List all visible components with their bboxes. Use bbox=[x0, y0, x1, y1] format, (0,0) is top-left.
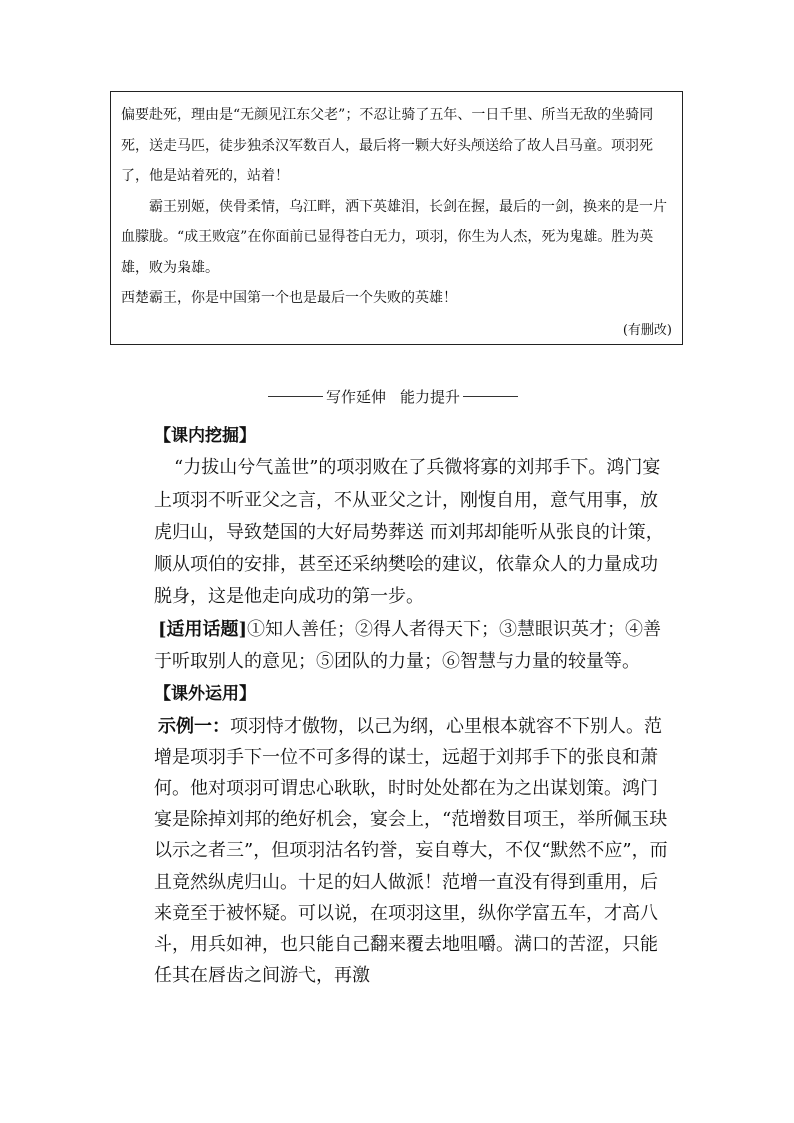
section-heading-extracurricular: 【课外运用】 bbox=[154, 684, 256, 705]
essay-paragraph-3: 西楚霸王，你是中国第一个也是最后一个失败的英雄！ bbox=[121, 290, 457, 306]
divider-rule-left bbox=[268, 396, 323, 397]
applicable-topics bbox=[154, 614, 674, 679]
divider-rule-right bbox=[463, 396, 518, 397]
example-one-paragraph bbox=[154, 711, 674, 992]
section-divider bbox=[268, 386, 518, 407]
quoted-essay-box bbox=[110, 91, 683, 345]
essay-paragraph-2: 霸王别姬，侠骨柔情，乌江畔，洒下英雄泪，长剑在握，最后的一剑，换来的是一片血朦胧。“成王败寇”在你面前已显得苍白无力，项羽，你生为人杰，死为鬼雄。胜为英雄，败为枭雄。 bbox=[121, 198, 667, 276]
divider-title bbox=[323, 386, 463, 407]
divider-title-left: 写作延伸 bbox=[325, 388, 386, 406]
in-class-paragraph: “力拔山兮气盖世”的项羽败在了兵微将寡的刘邦手下。鸿门宴上项羽不听亚父之言，不从亚父之计，刚愎自用，意气用事，放虎归山，导致楚国的大好局势葬送 而刘邦却能听从张良的计策，顺从项伯的安排，甚至还采纳樊哙的建议，依靠众人的力量成功脱身，这是他走向成功的第一步。 bbox=[154, 457, 664, 608]
topics-text: ①知人善任；②得人者得天下；③慧眼识英才；④善于听取别人的意见；⑤团队的力量；⑥智慧与力量的较量等。 bbox=[154, 618, 662, 673]
topics-label: [适用话题] bbox=[158, 618, 248, 640]
source-note: (有删改) bbox=[622, 322, 672, 338]
example-label: 示例一： bbox=[158, 715, 230, 737]
section-heading-in-class: 【课内挖掘】 bbox=[154, 426, 256, 446]
essay-paragraph-1: 偏要赴死，理由是“无颜见江东父老”；不忍让骑了五年、一日千里、所当无敌的坐骑同死，送走马匹，徒步独杀汉军数百人，最后将一颗大好头颅送给了故人吕马童。项羽死了，他是站着死的，站着！ bbox=[121, 107, 654, 184]
main-content bbox=[154, 420, 674, 992]
example-text: 项羽恃才傲物，以己为纲，心里根本就容不下别人。范增是项羽手下一位不可多得的谋士，远超于刘邦手下的张良和萧何。他对项羽可谓忠心耿耿，时时处处都在为之出谋划策。鸿门宴是除掉刘邦的绝好机会，宴会上，“范增数目项王，举所佩玉玦以示之者三”，但项羽沽名钓誉，妄自尊大，不仅“默然不应”，而且竟然纵虎归山。十足的妇人做派！范增一直没有得到重用，后来竟至于被怀疑。可以说，在项羽这里，纵你学富五车，才高八斗，用兵如神，也只能自己翻来覆去地咀嚼。满口的苦涩，只能任其在唇齿之间游弋，再激 bbox=[154, 715, 668, 987]
divider-title-right: 能力提升 bbox=[400, 388, 461, 406]
